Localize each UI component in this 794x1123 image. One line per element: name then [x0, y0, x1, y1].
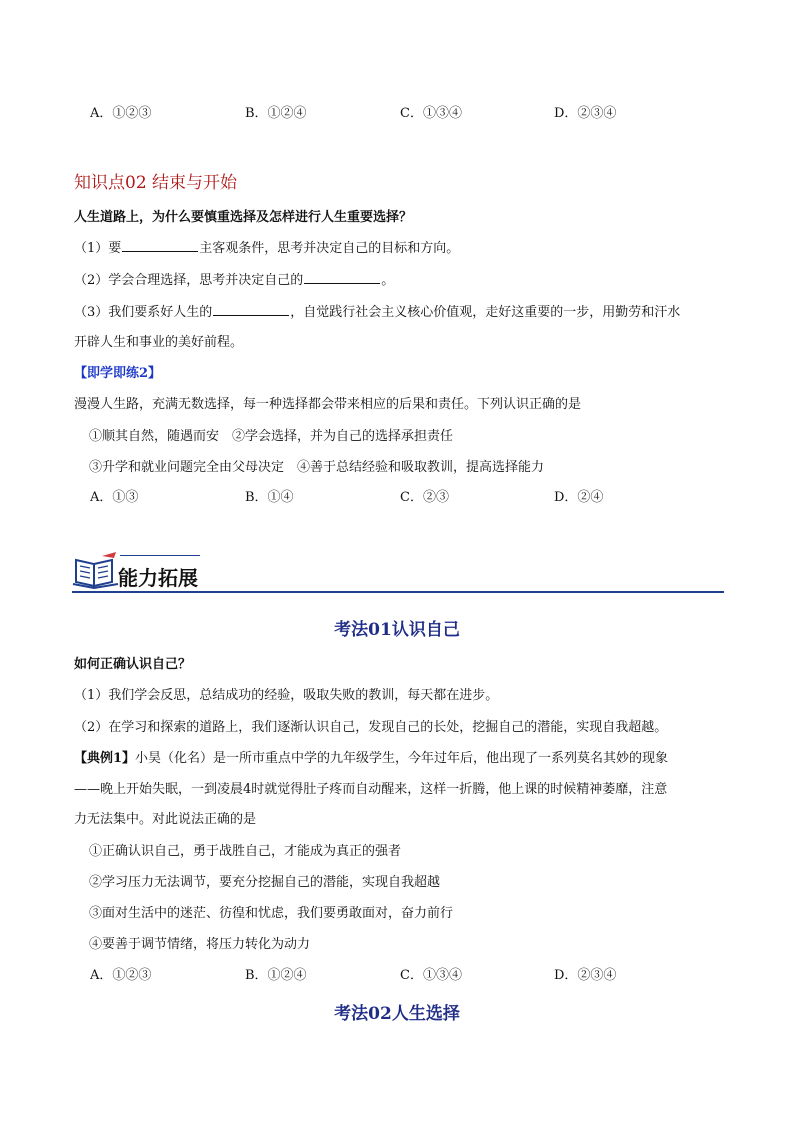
line3-text-b: ，自觉践行社会主义核心价值观，走好这重要的一步，用勤劳和汗水: [290, 305, 681, 320]
knowledge-line-3: [74, 301, 680, 320]
practice-options: [90, 486, 730, 506]
practice-tag: 【即学即练2】: [74, 366, 162, 381]
q1-options: [90, 102, 730, 122]
example-item-1: ①正确认识自己，勇于战胜自己，才能成为真正的强者: [89, 844, 402, 859]
example-item-3: ③面对生活中的迷茫、彷徨和忧虑，我们要勇敢面对，奋力前行: [89, 906, 454, 921]
knowledge-question: 人生道路上，为什么要慎重选择及怎样进行人生重要选择？: [74, 210, 413, 225]
method-1-line-1: （1）我们学会反思，总结成功的经验，吸取失败的教训，每天都在进步。: [74, 688, 499, 703]
knowledge-line-1: [74, 237, 459, 256]
example-option-c: C．①③④: [400, 968, 462, 983]
practice-items-row-2: ③升学和就业问题完全由父母决定 ④善于总结经验和吸取教训，提高选择能力: [89, 460, 545, 475]
fill-blank-3: [213, 303, 289, 316]
knowledge-line-3-cont: 开辟人生和事业的美好前程。: [74, 335, 244, 350]
example-item-4: ④要善于调节情绪，将压力转化为动力: [89, 937, 311, 952]
line2-text-b: 。: [381, 273, 395, 288]
line2-text-a: （2）学会合理选择，思考并决定自己的: [74, 273, 304, 288]
practice-stem: 漫漫人生路，充满无数选择，每一种选择都会带来相应的后果和责任。下列认识正确的是: [74, 397, 582, 412]
banner-top-rule: [120, 555, 200, 556]
example-tag: 【典例1】: [74, 751, 136, 766]
banner-rule: [72, 591, 724, 593]
method-2-title: 考法02人生选择: [334, 1004, 460, 1024]
q1-option-b: B．①②④: [245, 106, 307, 121]
example-line-1: [74, 747, 668, 766]
line1-text-b: 主客观条件，思考并决定自己的目标和方向。: [199, 241, 460, 256]
example-line-3: 力无法集中。对此说法正确的是: [74, 812, 257, 827]
q1-option-d: D．②③④: [554, 106, 617, 121]
line1-text-a: （1）要: [74, 241, 122, 256]
practice-items-row-1: ①顺其自然，随遇而安 ②学会选择，并为自己的选择承担责任: [89, 429, 454, 444]
example-item-2: ②学习压力无法调节，要充分挖掘自己的潜能，实现自我超越: [89, 875, 441, 890]
method-1-line-2: （2）在学习和探索的道路上，我们逐渐认识自己，发现自己的长处，挖掘自己的潜能，实现自我超越。: [74, 720, 668, 735]
practice-option-c: C．②③: [400, 490, 449, 505]
example-option-b: B．①②④: [245, 968, 307, 983]
example-line-2: ——晚上开始失眠，一到凌晨4时就觉得肚子疼而自动醒来，这样一折腾，他上课的时候精神萎靡，注意: [74, 782, 668, 797]
method-1-title: 考法01认识自己: [334, 620, 460, 640]
fill-blank-2: [304, 271, 380, 284]
ability-banner-title: 能力拓展: [118, 566, 198, 590]
practice-option-b: B．①④: [245, 490, 294, 505]
fill-blank-1: [122, 239, 198, 252]
line3-text-a: （3）我们要系好人生的: [74, 305, 213, 320]
book-icon: [72, 550, 120, 590]
knowledge-line-2: [74, 269, 394, 288]
knowledge-title: 知识点02 结束与开始: [74, 173, 238, 193]
example-option-d: D．②③④: [554, 968, 617, 983]
example-options: [90, 964, 730, 984]
q1-option-c: C．①③④: [400, 106, 462, 121]
example-text-1: 小昊（化名）是一所市重点中学的九年级学生，今年过年后，他出现了一系列莫名其妙的现象: [135, 751, 669, 766]
method-1-question: 如何正确认识自己？: [74, 657, 192, 672]
practice-option-d: D．②④: [554, 490, 604, 505]
example-option-a: A．①②③: [90, 968, 152, 983]
q1-option-a: A．①②③: [90, 106, 152, 121]
practice-option-a: A．①③: [90, 490, 139, 505]
